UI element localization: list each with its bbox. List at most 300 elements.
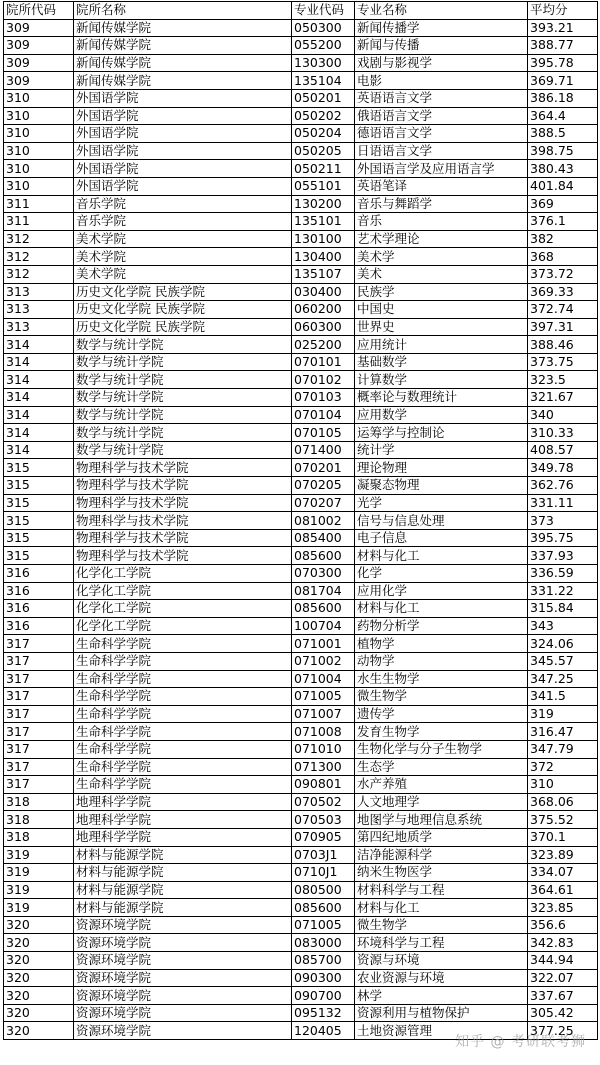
- major-name-cell: 美术: [355, 265, 528, 283]
- major-code-cell: 100704: [292, 617, 355, 635]
- dept-name-cell: 新闻传媒学院: [74, 19, 292, 37]
- dept-name-cell: 历史文化学院 民族学院: [74, 283, 292, 301]
- dept-code-cell: 313: [4, 283, 74, 301]
- dept-code-cell: 316: [4, 600, 74, 618]
- dept-name-cell: 资源环境学院: [74, 1004, 292, 1022]
- table-row: [4, 828, 598, 846]
- avg-score-cell: 323.89: [528, 846, 598, 864]
- dept-code-cell: 314: [4, 336, 74, 354]
- dept-name-cell: 数学与统计学院: [74, 336, 292, 354]
- avg-score-cell: 369: [528, 195, 598, 213]
- major-name-cell: 音乐: [355, 213, 528, 231]
- table-row: [4, 881, 598, 899]
- avg-score-cell: 373.75: [528, 353, 598, 371]
- dept-code-cell: 315: [4, 477, 74, 495]
- dept-name-cell: 外国语学院: [74, 142, 292, 160]
- header-major-name: 专业名称: [355, 2, 528, 20]
- dept-code-cell: 314: [4, 406, 74, 424]
- avg-score-cell: 388.46: [528, 336, 598, 354]
- major-name-cell: 应用统计: [355, 336, 528, 354]
- avg-score-cell: 321.67: [528, 389, 598, 407]
- major-code-cell: 135107: [292, 265, 355, 283]
- major-name-cell: 德语语言文学: [355, 125, 528, 143]
- dept-code-cell: 312: [4, 265, 74, 283]
- table-row: [4, 899, 598, 917]
- table-row: [4, 301, 598, 319]
- major-name-cell: 药物分析学: [355, 617, 528, 635]
- dept-code-cell: 317: [4, 670, 74, 688]
- major-code-cell: 070502: [292, 793, 355, 811]
- major-code-cell: 071004: [292, 670, 355, 688]
- dept-name-cell: 新闻传媒学院: [74, 37, 292, 55]
- table-row: [4, 477, 598, 495]
- avg-score-cell: 368.06: [528, 793, 598, 811]
- major-code-cell: 083000: [292, 934, 355, 952]
- major-code-cell: 090300: [292, 969, 355, 987]
- dept-name-cell: 物理科学与技术学院: [74, 477, 292, 495]
- major-code-cell: 090801: [292, 776, 355, 794]
- avg-score-cell: 324.06: [528, 635, 598, 653]
- table-row: [4, 864, 598, 882]
- dept-name-cell: 数学与统计学院: [74, 389, 292, 407]
- dept-code-cell: 317: [4, 652, 74, 670]
- major-name-cell: 光学: [355, 494, 528, 512]
- dept-code-cell: 313: [4, 318, 74, 336]
- avg-score-cell: 369.33: [528, 283, 598, 301]
- major-name-cell: 环境科学与工程: [355, 934, 528, 952]
- dept-code-cell: 314: [4, 389, 74, 407]
- avg-score-cell: 362.76: [528, 477, 598, 495]
- dept-name-cell: 外国语学院: [74, 160, 292, 178]
- dept-name-cell: 化学化工学院: [74, 565, 292, 583]
- major-code-cell: 071010: [292, 740, 355, 758]
- dept-name-cell: 美术学院: [74, 265, 292, 283]
- dept-name-cell: 材料与能源学院: [74, 846, 292, 864]
- major-code-cell: 060300: [292, 318, 355, 336]
- dept-name-cell: 物理科学与技术学院: [74, 494, 292, 512]
- major-name-cell: 应用化学: [355, 582, 528, 600]
- major-name-cell: 水产养殖: [355, 776, 528, 794]
- major-code-cell: 050202: [292, 107, 355, 125]
- major-name-cell: 水生生物学: [355, 670, 528, 688]
- major-name-cell: 英语语言文学: [355, 89, 528, 107]
- table-row: [4, 987, 598, 1005]
- dept-name-cell: 生命科学学院: [74, 635, 292, 653]
- dept-name-cell: 外国语学院: [74, 89, 292, 107]
- major-name-cell: 资源与环境: [355, 952, 528, 970]
- table-row: [4, 846, 598, 864]
- avg-score-cell: 343: [528, 617, 598, 635]
- major-name-cell: 微生物学: [355, 688, 528, 706]
- major-name-cell: 林学: [355, 987, 528, 1005]
- table-row: [4, 125, 598, 143]
- table-row: [4, 565, 598, 583]
- avg-score-cell: 347.25: [528, 670, 598, 688]
- avg-score-cell: 376.1: [528, 213, 598, 231]
- major-code-cell: 070905: [292, 828, 355, 846]
- dept-name-cell: 资源环境学院: [74, 969, 292, 987]
- watermark: 知乎 @ 考研联考狮: [455, 1034, 586, 1050]
- avg-score-cell: 342.83: [528, 934, 598, 952]
- dept-code-cell: 313: [4, 301, 74, 319]
- dept-code-cell: 318: [4, 811, 74, 829]
- major-code-cell: 135101: [292, 213, 355, 231]
- table-row: [4, 969, 598, 987]
- dept-name-cell: 历史文化学院 民族学院: [74, 301, 292, 319]
- major-code-cell: 071005: [292, 688, 355, 706]
- major-name-cell: 理论物理: [355, 459, 528, 477]
- avg-score-cell: 372.74: [528, 301, 598, 319]
- avg-score-cell: 364.4: [528, 107, 598, 125]
- table-row: [4, 635, 598, 653]
- dept-name-cell: 资源环境学院: [74, 916, 292, 934]
- dept-name-cell: 数学与统计学院: [74, 406, 292, 424]
- avg-score-cell: 373: [528, 512, 598, 530]
- dept-code-cell: 319: [4, 864, 74, 882]
- major-code-cell: 071007: [292, 705, 355, 723]
- major-code-cell: 070205: [292, 477, 355, 495]
- table-row: [4, 230, 598, 248]
- major-code-cell: 085600: [292, 600, 355, 618]
- dept-name-cell: 音乐学院: [74, 195, 292, 213]
- dept-name-cell: 化学化工学院: [74, 600, 292, 618]
- table-row: [4, 705, 598, 723]
- major-code-cell: 030400: [292, 283, 355, 301]
- avg-score-cell: 364.61: [528, 881, 598, 899]
- major-name-cell: 美术学: [355, 248, 528, 266]
- major-name-cell: 生态学: [355, 758, 528, 776]
- dept-code-cell: 312: [4, 230, 74, 248]
- dept-name-cell: 音乐学院: [74, 213, 292, 231]
- table-row: [4, 177, 598, 195]
- dept-code-cell: 309: [4, 19, 74, 37]
- dept-name-cell: 生命科学学院: [74, 688, 292, 706]
- major-code-cell: 071001: [292, 635, 355, 653]
- dept-name-cell: 数学与统计学院: [74, 371, 292, 389]
- dept-name-cell: 生命科学学院: [74, 723, 292, 741]
- dept-code-cell: 317: [4, 758, 74, 776]
- dept-code-cell: 310: [4, 125, 74, 143]
- dept-code-cell: 311: [4, 195, 74, 213]
- table-row: [4, 1004, 598, 1022]
- major-code-cell: 070104: [292, 406, 355, 424]
- major-name-cell: 日语语言文学: [355, 142, 528, 160]
- table-row: [4, 600, 598, 618]
- dept-code-cell: 318: [4, 793, 74, 811]
- dept-code-cell: 314: [4, 424, 74, 442]
- avg-score-cell: 331.11: [528, 494, 598, 512]
- table-row: [4, 652, 598, 670]
- dept-code-cell: 309: [4, 37, 74, 55]
- avg-score-cell: 305.42: [528, 1004, 598, 1022]
- avg-score-cell: 393.21: [528, 19, 598, 37]
- avg-score-cell: 310.33: [528, 424, 598, 442]
- major-code-cell: 130100: [292, 230, 355, 248]
- major-code-cell: 025200: [292, 336, 355, 354]
- major-code-cell: 050204: [292, 125, 355, 143]
- table-row: [4, 582, 598, 600]
- dept-code-cell: 317: [4, 635, 74, 653]
- major-code-cell: 060200: [292, 301, 355, 319]
- avg-score-cell: 368: [528, 248, 598, 266]
- dept-code-cell: 310: [4, 142, 74, 160]
- dept-name-cell: 物理科学与技术学院: [74, 512, 292, 530]
- major-name-cell: 电影: [355, 72, 528, 90]
- major-name-cell: 新闻与传播: [355, 37, 528, 55]
- table-row: [4, 406, 598, 424]
- header-avg-score: 平均分: [528, 2, 598, 20]
- avg-score-cell: 382: [528, 230, 598, 248]
- dept-name-cell: 资源环境学院: [74, 1022, 292, 1040]
- dept-name-cell: 地理科学学院: [74, 828, 292, 846]
- major-name-cell: 植物学: [355, 635, 528, 653]
- table-row: [4, 283, 598, 301]
- avg-score-cell: 340: [528, 406, 598, 424]
- avg-score-cell: 373.72: [528, 265, 598, 283]
- major-code-cell: 130400: [292, 248, 355, 266]
- major-code-cell: 130300: [292, 54, 355, 72]
- avg-score-cell: 395.78: [528, 54, 598, 72]
- avg-score-cell: 408.57: [528, 441, 598, 459]
- table-row: [4, 318, 598, 336]
- table-row: [4, 916, 598, 934]
- dept-name-cell: 化学化工学院: [74, 617, 292, 635]
- major-code-cell: 050300: [292, 19, 355, 37]
- dept-name-cell: 资源环境学院: [74, 934, 292, 952]
- major-name-cell: 艺术学理论: [355, 230, 528, 248]
- major-code-cell: 135104: [292, 72, 355, 90]
- table-row: [4, 793, 598, 811]
- table-row: [4, 529, 598, 547]
- major-name-cell: 民族学: [355, 283, 528, 301]
- dept-name-cell: 生命科学学院: [74, 740, 292, 758]
- major-code-cell: 071008: [292, 723, 355, 741]
- major-name-cell: 音乐与舞蹈学: [355, 195, 528, 213]
- major-code-cell: 080500: [292, 881, 355, 899]
- table-row: [4, 512, 598, 530]
- table-row: [4, 371, 598, 389]
- dept-code-cell: 309: [4, 54, 74, 72]
- dept-code-cell: 320: [4, 987, 74, 1005]
- major-code-cell: 070105: [292, 424, 355, 442]
- dept-code-cell: 315: [4, 547, 74, 565]
- major-code-cell: 081002: [292, 512, 355, 530]
- avg-score-cell: 386.18: [528, 89, 598, 107]
- avg-score-cell: 372: [528, 758, 598, 776]
- major-code-cell: 050201: [292, 89, 355, 107]
- avg-score-cell: 398.75: [528, 142, 598, 160]
- avg-score-cell: 370.1: [528, 828, 598, 846]
- major-code-cell: 070207: [292, 494, 355, 512]
- major-code-cell: 071005: [292, 916, 355, 934]
- major-name-cell: 英语笔译: [355, 177, 528, 195]
- major-name-cell: 信号与信息处理: [355, 512, 528, 530]
- avg-score-cell: 397.31: [528, 318, 598, 336]
- major-code-cell: 085600: [292, 899, 355, 917]
- avg-score-cell: 331.22: [528, 582, 598, 600]
- major-name-cell: 应用数学: [355, 406, 528, 424]
- table-row: [4, 160, 598, 178]
- header-dept-name: 院所名称: [74, 2, 292, 20]
- dept-name-cell: 物理科学与技术学院: [74, 547, 292, 565]
- major-name-cell: 农业资源与环境: [355, 969, 528, 987]
- table-row: [4, 107, 598, 125]
- dept-code-cell: 317: [4, 740, 74, 758]
- major-name-cell: 统计学: [355, 441, 528, 459]
- dept-code-cell: 319: [4, 881, 74, 899]
- dept-code-cell: 315: [4, 459, 74, 477]
- table-row: [4, 54, 598, 72]
- table-row: [4, 547, 598, 565]
- major-code-cell: 085400: [292, 529, 355, 547]
- major-name-cell: 电子信息: [355, 529, 528, 547]
- dept-name-cell: 历史文化学院 民族学院: [74, 318, 292, 336]
- major-name-cell: 外国语言学及应用语言学: [355, 160, 528, 178]
- major-name-cell: 纳米生物医学: [355, 864, 528, 882]
- score-table: [3, 1, 598, 1040]
- table-row: [4, 740, 598, 758]
- dept-code-cell: 320: [4, 969, 74, 987]
- dept-code-cell: 311: [4, 213, 74, 231]
- dept-code-cell: 317: [4, 705, 74, 723]
- table-row: [4, 37, 598, 55]
- dept-name-cell: 外国语学院: [74, 107, 292, 125]
- table-row: [4, 723, 598, 741]
- major-code-cell: 070102: [292, 371, 355, 389]
- dept-code-cell: 317: [4, 776, 74, 794]
- dept-name-cell: 地理科学学院: [74, 811, 292, 829]
- avg-score-cell: 356.6: [528, 916, 598, 934]
- table-row: [4, 72, 598, 90]
- major-name-cell: 遗传学: [355, 705, 528, 723]
- dept-name-cell: 材料与能源学院: [74, 881, 292, 899]
- dept-name-cell: 化学化工学院: [74, 582, 292, 600]
- major-name-cell: 材料与化工: [355, 547, 528, 565]
- major-name-cell: 动物学: [355, 652, 528, 670]
- header-row: [4, 2, 598, 20]
- dept-code-cell: 319: [4, 899, 74, 917]
- dept-code-cell: 316: [4, 565, 74, 583]
- avg-score-cell: 337.67: [528, 987, 598, 1005]
- avg-score-cell: 322.07: [528, 969, 598, 987]
- dept-name-cell: 物理科学与技术学院: [74, 529, 292, 547]
- dept-code-cell: 320: [4, 1004, 74, 1022]
- avg-score-cell: 337.93: [528, 547, 598, 565]
- avg-score-cell: 345.57: [528, 652, 598, 670]
- table-row: [4, 424, 598, 442]
- major-code-cell: 050205: [292, 142, 355, 160]
- dept-code-cell: 309: [4, 72, 74, 90]
- table-row: [4, 688, 598, 706]
- major-code-cell: 071002: [292, 652, 355, 670]
- major-name-cell: 第四纪地质学: [355, 828, 528, 846]
- table-row: [4, 758, 598, 776]
- table-row: [4, 441, 598, 459]
- table-row: [4, 494, 598, 512]
- major-name-cell: 运筹学与控制论: [355, 424, 528, 442]
- dept-code-cell: 315: [4, 529, 74, 547]
- dept-name-cell: 生命科学学院: [74, 705, 292, 723]
- table-row: [4, 389, 598, 407]
- table-row: [4, 336, 598, 354]
- table-row: [4, 353, 598, 371]
- avg-score-cell: 377.25: [528, 1022, 598, 1040]
- major-code-cell: 085600: [292, 547, 355, 565]
- major-name-cell: 概率论与数理统计: [355, 389, 528, 407]
- avg-score-cell: 319: [528, 705, 598, 723]
- dept-code-cell: 320: [4, 916, 74, 934]
- avg-score-cell: 310: [528, 776, 598, 794]
- avg-score-cell: 380.43: [528, 160, 598, 178]
- major-name-cell: 土地资源管理: [355, 1022, 528, 1040]
- dept-code-cell: 310: [4, 89, 74, 107]
- avg-score-cell: 323.85: [528, 899, 598, 917]
- avg-score-cell: 369.71: [528, 72, 598, 90]
- header-dept-code: 院所代码: [4, 2, 74, 20]
- major-name-cell: 化学: [355, 565, 528, 583]
- avg-score-cell: 336.59: [528, 565, 598, 583]
- major-code-cell: 090700: [292, 987, 355, 1005]
- major-name-cell: 地图学与地理信息系统: [355, 811, 528, 829]
- dept-name-cell: 生命科学学院: [74, 776, 292, 794]
- major-name-cell: 生物化学与分子生物学: [355, 740, 528, 758]
- dept-code-cell: 316: [4, 582, 74, 600]
- table-row: [4, 213, 598, 231]
- major-name-cell: 材料与化工: [355, 600, 528, 618]
- major-name-cell: 基础数学: [355, 353, 528, 371]
- table-row: [4, 670, 598, 688]
- major-code-cell: 070103: [292, 389, 355, 407]
- avg-score-cell: 323.5: [528, 371, 598, 389]
- dept-code-cell: 310: [4, 107, 74, 125]
- dept-code-cell: 317: [4, 723, 74, 741]
- header-major-code: 专业代码: [292, 2, 355, 20]
- dept-code-cell: 316: [4, 617, 74, 635]
- dept-name-cell: 外国语学院: [74, 177, 292, 195]
- dept-name-cell: 数学与统计学院: [74, 424, 292, 442]
- dept-name-cell: 外国语学院: [74, 125, 292, 143]
- major-name-cell: 中国史: [355, 301, 528, 319]
- major-name-cell: 材料科学与工程: [355, 881, 528, 899]
- major-name-cell: 世界史: [355, 318, 528, 336]
- table-body: [4, 19, 598, 1039]
- avg-score-cell: 349.78: [528, 459, 598, 477]
- avg-score-cell: 316.47: [528, 723, 598, 741]
- avg-score-cell: 341.5: [528, 688, 598, 706]
- table-row: [4, 195, 598, 213]
- major-name-cell: 洁净能源科学: [355, 846, 528, 864]
- dept-code-cell: 318: [4, 828, 74, 846]
- table-row: [4, 248, 598, 266]
- dept-name-cell: 地理科学学院: [74, 793, 292, 811]
- major-code-cell: 120405: [292, 1022, 355, 1040]
- dept-code-cell: 317: [4, 688, 74, 706]
- major-name-cell: 俄语语言文学: [355, 107, 528, 125]
- dept-name-cell: 生命科学学院: [74, 670, 292, 688]
- major-name-cell: 微生物学: [355, 916, 528, 934]
- major-name-cell: 资源利用与植物保护: [355, 1004, 528, 1022]
- dept-code-cell: 310: [4, 177, 74, 195]
- major-code-cell: 055200: [292, 37, 355, 55]
- avg-score-cell: 401.84: [528, 177, 598, 195]
- dept-name-cell: 数学与统计学院: [74, 353, 292, 371]
- major-name-cell: 新闻传播学: [355, 19, 528, 37]
- major-code-cell: 070101: [292, 353, 355, 371]
- major-name-cell: 计算数学: [355, 371, 528, 389]
- dept-code-cell: 320: [4, 1022, 74, 1040]
- major-code-cell: 070503: [292, 811, 355, 829]
- dept-name-cell: 美术学院: [74, 248, 292, 266]
